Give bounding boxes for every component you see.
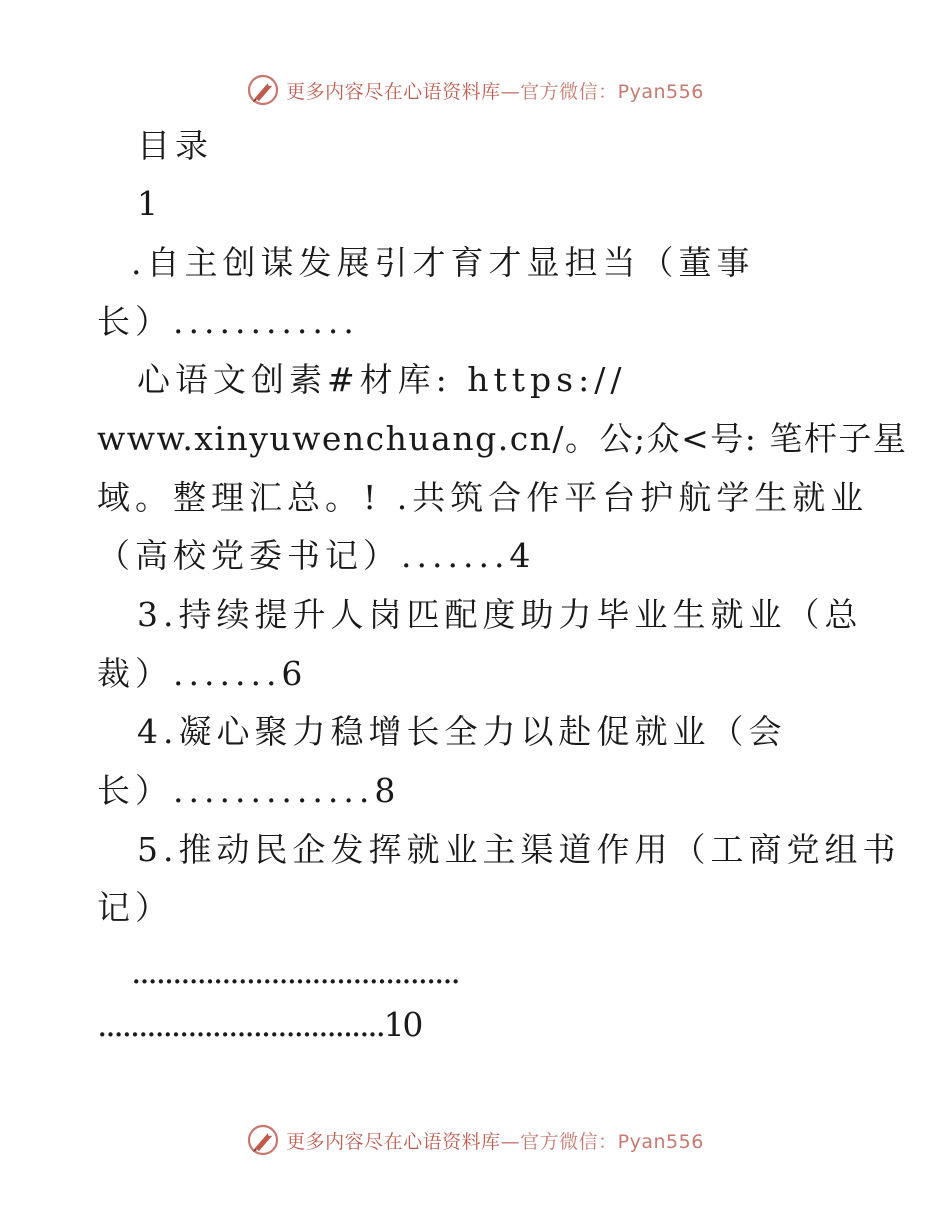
header-banner: [0, 70, 950, 110]
banner-contact: 官方微信：Pyan556: [520, 1130, 704, 1153]
toc-line: 记）: [97, 888, 173, 927]
banner-dash: —: [500, 80, 521, 103]
pen-logo-icon: [246, 1123, 280, 1157]
toc-dot-leader: ........................................: [131, 952, 459, 991]
banner-text: [286, 77, 704, 104]
toc-line: 3.持续提升人岗匹配度助力毕业生就业（总: [137, 595, 863, 634]
banner-text: [286, 1127, 704, 1154]
toc-line: www.xinyuwenchuang.cn/。公;众<号: 笔杆子星: [97, 419, 908, 458]
toc-title: 目录: [137, 126, 213, 165]
toc-line: .自主创谋发展引才育才显担当（董事: [131, 243, 755, 282]
toc-dot-leader: ...................................10: [97, 1005, 422, 1044]
toc-line: 域。整理汇总。! .共筑合作平台护航学生就业: [97, 478, 869, 517]
banner-dash: —: [500, 1130, 521, 1153]
toc-line: 心语文创素#材库: https://: [137, 360, 627, 399]
toc-line: （高校党委书记）.......4: [97, 536, 536, 575]
banner-brand: 更多内容尽在心语资料库: [286, 80, 501, 103]
toc-line: 1: [137, 184, 163, 223]
banner-brand: 更多内容尽在心语资料库: [286, 1130, 501, 1153]
toc-line: 5.推动民企发挥就业主渠道作用（工商党组书: [137, 830, 901, 869]
toc-line: 裁）.......6: [97, 654, 308, 693]
banner-contact: 官方微信：Pyan556: [520, 80, 704, 103]
toc-line: 4.凝心聚力稳增长全力以赴促就业（会: [137, 712, 787, 751]
footer-banner: [0, 1120, 950, 1160]
toc-line: 长）............: [97, 302, 359, 341]
toc-line: 长）.............8: [97, 771, 401, 810]
pen-logo-icon: [246, 73, 280, 107]
